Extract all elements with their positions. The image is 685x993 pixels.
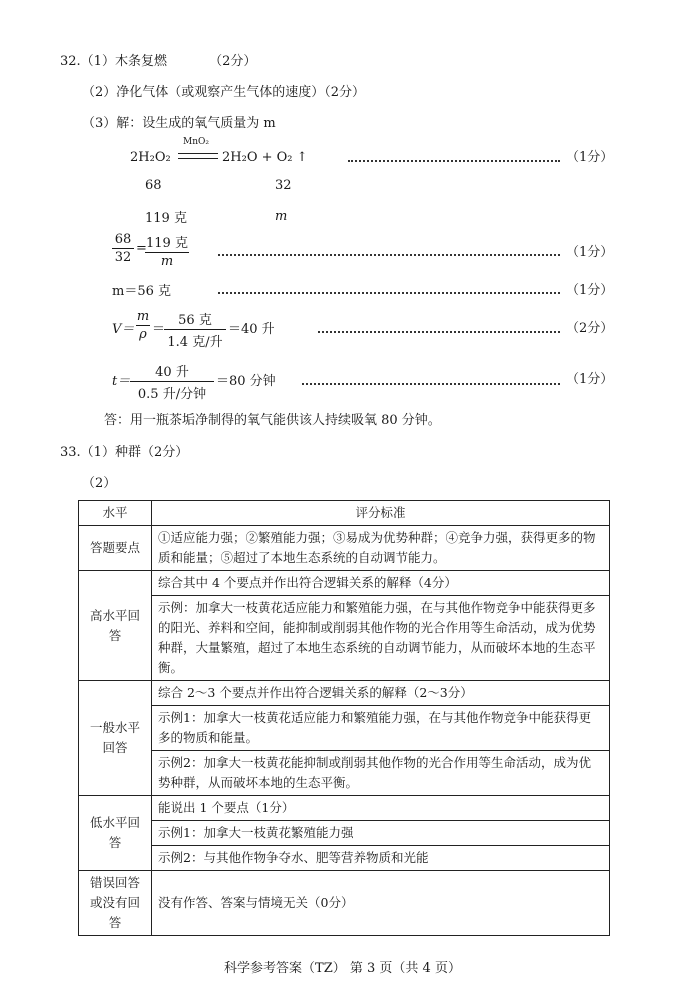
low-rule: 能说出 1 个要点（1分） bbox=[152, 796, 610, 821]
m-score: （1分） bbox=[566, 283, 614, 298]
t-result: ＝80 分钟 bbox=[216, 374, 276, 389]
leader-dots bbox=[218, 292, 560, 294]
eq-left: 2H₂O₂ bbox=[130, 150, 171, 165]
leader-dots bbox=[302, 383, 560, 385]
table-row bbox=[79, 796, 610, 821]
eq-score: （1分） bbox=[566, 150, 614, 165]
ratio-equals: = bbox=[136, 241, 147, 256]
v-result: ＝40 升 bbox=[228, 322, 275, 337]
high-rule: 综合其中 4 个要点并作出符合逻辑关系的解释（4分） bbox=[152, 571, 610, 596]
q33-line1: 33.（1）种群（2分） bbox=[60, 445, 189, 460]
level-wrong: 错误回答或没有回答 bbox=[79, 871, 152, 936]
high-example: 示例：加拿大一枝黄花适应能力和繁殖能力强，在与其他作物竞争中能获得更多的阳光、养料和空间，能抑制或削弱其他作物的光合作用等生命活动，成为优势种群，大量繁殖，超过了本地生态系统的自动调节能力，从而破坏本地的生态平衡。 bbox=[152, 596, 610, 681]
ratio-frac2: 119 克 m bbox=[146, 236, 188, 269]
ratio-score: （1分） bbox=[566, 245, 614, 260]
mid-example-1: 示例1：加拿大一枝黄花适应能力和繁殖能力强，在与其他作物竞争中能获得更多的物质和能量。 bbox=[152, 706, 610, 751]
level-high: 高水平回答 bbox=[79, 571, 152, 681]
header-level: 水平 bbox=[79, 501, 152, 526]
wrong-rule: 没有作答、答案与情境无关（0分） bbox=[152, 871, 610, 936]
given-right: m bbox=[275, 209, 288, 224]
page-footer: 科学参考答案（TZ） 第 3 页（共 4 页） bbox=[224, 961, 461, 976]
table-row bbox=[79, 751, 610, 796]
v-prefix: V＝ bbox=[112, 322, 135, 337]
table-row bbox=[79, 706, 610, 751]
m-result: m＝56 克 bbox=[112, 284, 172, 299]
given-left: 119 克 bbox=[145, 211, 187, 226]
v-frac2: 56 克 1.4 克/升 bbox=[164, 309, 226, 350]
eq-right: 2H₂O + O₂ ↑ bbox=[222, 150, 308, 165]
q32-line2: （2）净化气体（或观察产生气体的速度）（2分） bbox=[82, 85, 366, 100]
t-score: （1分） bbox=[566, 372, 614, 387]
table-header-row bbox=[79, 501, 610, 526]
table-row bbox=[79, 596, 610, 681]
low-example-2: 示例2：与其他作物争夺水、肥等营养物质和光能 bbox=[152, 846, 610, 871]
table-row bbox=[79, 871, 610, 936]
mid-rule: 综合 2～3 个要点并作出符合逻辑关系的解释（2～3分） bbox=[152, 681, 610, 706]
level-key-points: 答题要点 bbox=[79, 526, 152, 571]
eq-catalyst: MnO₂ bbox=[183, 137, 209, 147]
table-row bbox=[79, 681, 610, 706]
eq-arrow bbox=[178, 153, 218, 159]
table-row bbox=[79, 526, 610, 571]
key-points-text: ①适应能力强；②繁殖能力强；③易成为优势种群；④竞争力强，获得更多的物质和能量；⑤超过了本地生态系统的自动调节能力。 bbox=[152, 526, 610, 571]
scoring-table bbox=[78, 500, 610, 936]
q32-answer: 答：用一瓶茶垢净制得的氧气能供该人持续吸氧 80 分钟。 bbox=[104, 413, 441, 428]
mid-example-2: 示例2：加拿大一枝黄花能抑制或削弱其他作物的光合作用等生命活动，成为优势种群，从而破坏本地的生态平衡。 bbox=[152, 751, 610, 796]
v-score: （2分） bbox=[566, 321, 614, 336]
ratio-frac1: 68 32 bbox=[112, 232, 134, 265]
mass-left: 68 bbox=[145, 178, 162, 193]
q32-line1: 32.（1）木条复燃 （2分） bbox=[60, 54, 257, 69]
leader-dots bbox=[318, 331, 560, 333]
low-example-1: 示例1：加拿大一枝黄花繁殖能力强 bbox=[152, 821, 610, 846]
v-equals: ＝ bbox=[152, 322, 166, 337]
leader-dots bbox=[348, 160, 560, 162]
level-mid: 一般水平回答 bbox=[79, 681, 152, 796]
table-row bbox=[79, 571, 610, 596]
q33-line2: （2） bbox=[82, 476, 117, 491]
header-criteria: 评分标准 bbox=[152, 501, 610, 526]
level-low: 低水平回答 bbox=[79, 796, 152, 871]
v-frac1: m ρ bbox=[136, 309, 150, 342]
table-row bbox=[79, 846, 610, 871]
t-frac: 40 升 0.5 升/分钟 bbox=[130, 361, 214, 402]
q32-line3: （3）解：设生成的氧气质量为 m bbox=[82, 116, 276, 131]
t-prefix: t＝ bbox=[112, 374, 131, 389]
mass-right: 32 bbox=[275, 178, 292, 193]
table-row bbox=[79, 821, 610, 846]
leader-dots bbox=[218, 254, 560, 256]
